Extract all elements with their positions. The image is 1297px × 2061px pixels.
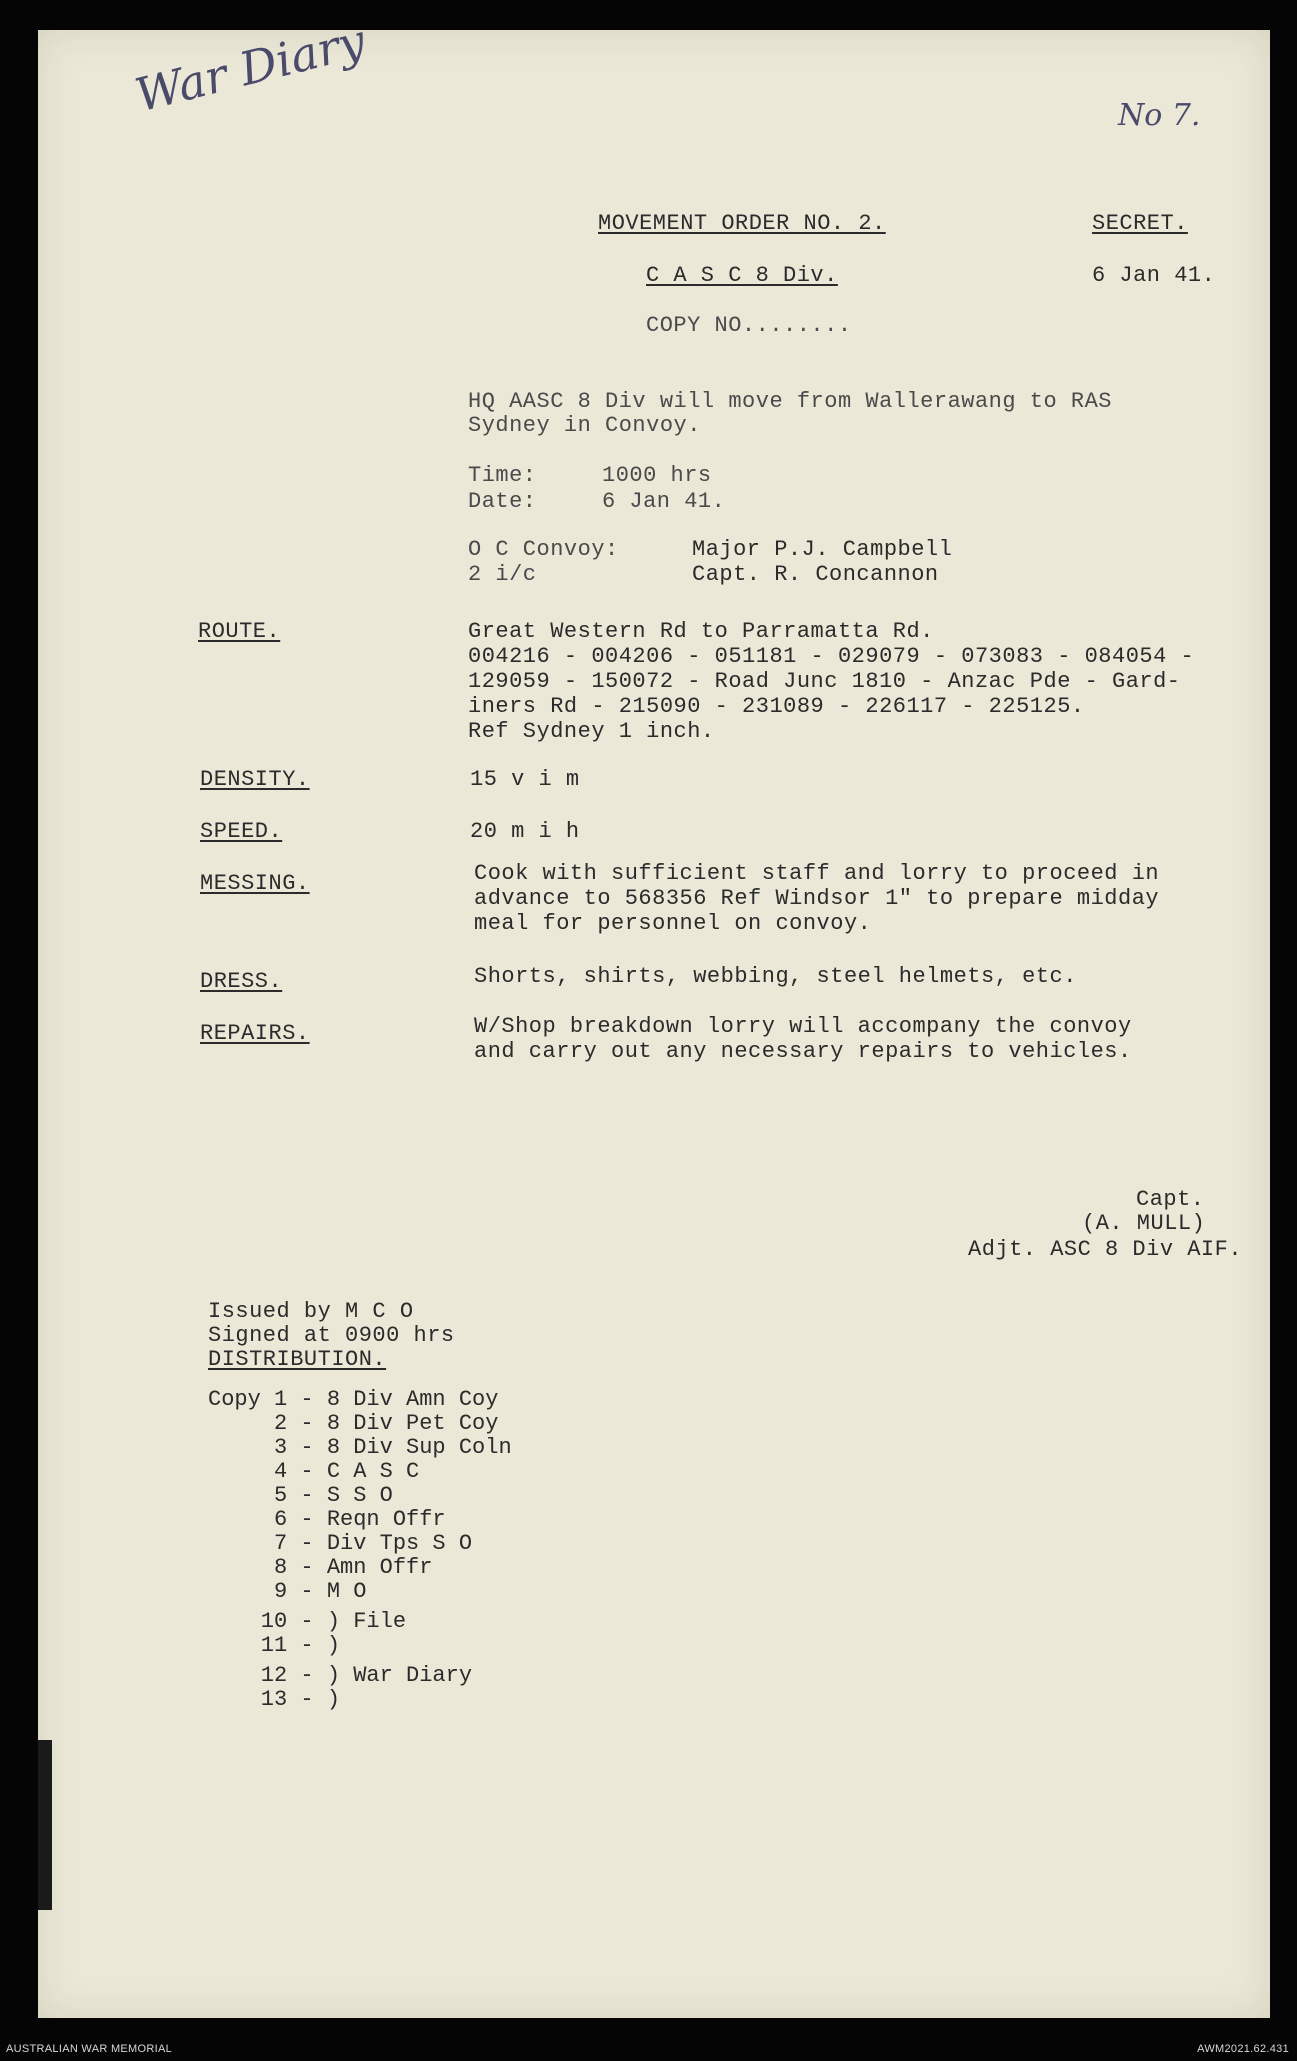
route-line-5: Ref Sydney 1 inch. [468,719,715,744]
dress-value: Shorts, shirts, webbing, steel helmets, etc. [474,964,1077,989]
intro-line-1: HQ AASC 8 Div will move from Wallerawang to RAS [468,389,1113,414]
speed-value: 20 m i h [470,819,580,844]
signatory-name: (A. MULL) [1082,1211,1206,1236]
signed-at: Signed at 0900 hrs [208,1323,455,1348]
distribution-item: 3 - 8 Div Sup Coln [208,1435,512,1460]
signatory-appointment: Adjt. ASC 8 Div AIF. [968,1237,1243,1262]
distribution-item: 9 - M O [208,1579,367,1604]
footer-accession-number: AWM2021.62.431 [1197,2043,1289,2055]
distribution-item: 5 - S S O [208,1483,393,1508]
repairs-heading: REPAIRS. [200,1021,310,1046]
handwritten-war-diary-note: War Diary [130,13,371,123]
repairs-line-1: W/Shop breakdown lorry will accompany the convoy [474,1014,1132,1039]
handwritten-number-note: No 7. [1118,98,1201,133]
date-value: 6 Jan 41. [602,489,726,514]
date-label: Date: [468,489,537,514]
distribution-heading: DISTRIBUTION. [208,1347,387,1372]
security-classification: SECRET. [1092,211,1188,236]
repairs-line-2: and carry out any necessary repairs to vehicles. [474,1039,1132,1064]
dress-heading: DRESS. [200,969,283,994]
distribution-item: 6 - Reqn Offr [208,1507,446,1532]
route-line-4: iners Rd - 215090 - 231089 - 226117 - 225125. [468,694,1085,719]
route-line-3: 129059 - 150072 - Road Junc 1810 - Anzac Pde - Gard- [468,669,1181,694]
intro-line-2: Sydney in Convoy. [468,413,701,438]
route-line-2: 004216 - 004206 - 051181 - 029079 - 073083 - 084054 - [468,644,1195,669]
messing-line-3: meal for personnel on convoy. [474,911,872,936]
order-date: 6 Jan 41. [1092,263,1216,288]
oc-convoy-label: O C Convoy: [468,537,619,562]
distribution-item: 8 - Amn Offr [208,1555,433,1580]
distribution-item: 4 - C A S C [208,1459,420,1484]
distribution-item: 11 - ) [208,1633,341,1658]
distribution-item: 7 - Div Tps S O [208,1531,473,1556]
copy-number: COPY NO........ [646,313,852,338]
messing-line-2: advance to 568356 Ref Windsor 1" to prepare midday [474,886,1160,911]
distribution-item: 12 - ) War Diary [208,1663,473,1688]
footer-institution: AUSTRALIAN WAR MEMORIAL [6,2043,173,2055]
time-value: 1000 hrs [602,463,712,488]
signatory-rank: Capt. [1136,1187,1205,1212]
time-label: Time: [468,463,537,488]
density-value: 15 v i m [470,767,580,792]
paper-binding-edge [38,1740,52,1910]
second-in-command-label: 2 i/c [468,562,537,587]
oc-convoy-value: Major P.J. Campbell [692,537,953,562]
density-heading: DENSITY. [200,767,310,792]
distribution-item: 13 - ) [208,1687,341,1712]
speed-heading: SPEED. [200,819,283,844]
distribution-item: 2 - 8 Div Pet Coy [208,1411,499,1436]
messing-line-1: Cook with sufficient staff and lorry to proceed in [474,861,1160,886]
issued-by: Issued by M C O [208,1299,414,1324]
unit-name: C A S C 8 Div. [646,263,838,288]
second-in-command-value: Capt. R. Concannon [692,562,939,587]
route-heading: ROUTE. [198,619,281,644]
messing-heading: MESSING. [200,871,310,896]
distribution-item: Copy 1 - 8 Div Amn Coy [208,1387,499,1412]
order-title: MOVEMENT ORDER NO. 2. [598,211,886,236]
distribution-item: 10 - ) File [208,1609,407,1634]
route-line-1: Great Western Rd to Parramatta Rd. [468,619,934,644]
